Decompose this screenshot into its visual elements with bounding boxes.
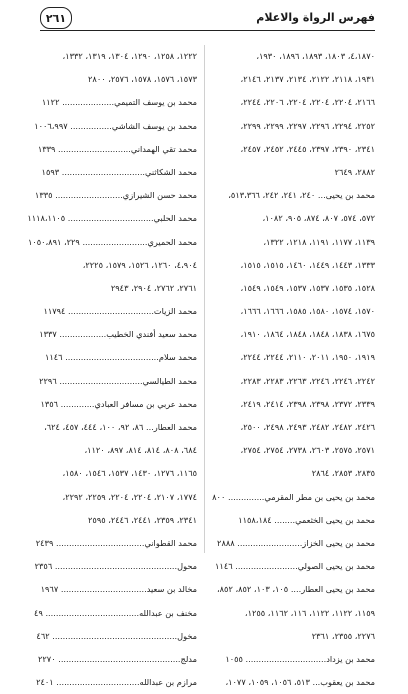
- index-line: ١٥٧٣، ١٥٧٦، ١٥٧٨، ٢٥٧٦، ٢٨٠٠: [88, 74, 197, 85]
- index-line: ١٦٧٥، ١٨٣٨، ١٨٤٨، ١٨٤٨، ١٨٦٤، ١٩١٠،: [240, 329, 375, 340]
- index-line: ٢٣٤١، ٢٣٩٠، ٢٣٩٧، ٢٤٤٥، ٢٤٥٢، ٢٤٥٧،: [240, 143, 375, 154]
- header-rule: [40, 30, 375, 31]
- index-entry: محمد بن يحيى بن مطر المقرمي.............. ٨٠٠: [212, 491, 375, 502]
- index-line: ١٩١٩، ١٩٥٠، ٢٠١١، ٢١١٠، ٢٢٤٤، ٢٢٤٤،: [240, 352, 375, 363]
- index-entry: محمد سعيد أفندي الخطيب.................. ١٣٣٧: [39, 329, 197, 340]
- index-line: ١٧٧٤، ٢١٠٧، ٢٢٠٤، ٢٢٠٤، ٢٢٥٩، ٢٢٩٢،: [62, 491, 197, 502]
- index-entry: محمد بن يحيى الصولي........................ ١١٤٦: [215, 561, 375, 572]
- index-entry: محمد العطار... ٨٦، ٩٢، ١٠٠، ٤٤٤، ٤٥٧، ٦٢٤،: [44, 422, 197, 432]
- index-entry: محمد الحلبي................................. ١١١٨،١١٠٥: [27, 213, 197, 224]
- index-line: ١٥٢٨، ١٥٣٥، ١٥٣٧، ١٥٣٧، ١٥٤٩، ١٥٤٩،: [240, 282, 375, 293]
- index-entry: محمد عربي بن مسافر العبادي............. ١٣٥٦: [40, 398, 197, 409]
- index-entry: محمد القطواني.................................. ٢٤٣٩: [35, 537, 197, 548]
- index-entry: محمد الشكاثني................................ ١٥٩٣: [41, 166, 197, 177]
- index-entry: محمد سلام.................................... ١١٤٦: [44, 352, 197, 363]
- index-line: ٤،١٨٧٠، ١٨٠٣، ١٨٩٣، ١٨٩٦، ١٩٣٠،: [256, 51, 375, 61]
- index-entry: محمد تقي الهمداني............................ ١٣٣٩: [37, 143, 197, 154]
- index-line: ٢٤٢٦، ٢٤٨٢، ٢٤٨٢، ٢٤٩٣، ٢٤٩٨، ٢٥٠٠،: [240, 422, 375, 432]
- index-line: ٢٣٣٩، ٢٣٧٢، ٢٣٩٨، ٢٣٩٨، ٢٤١٤، ٢٤١٩،: [240, 398, 375, 409]
- index-line: ٥٧٢، ٥٧٤، ٨٠٧، ٨٧٤، ٩٠٥، ١٠٨٢،: [262, 213, 375, 224]
- index-line: ٢٥٧١، ٢٥٧٥، ٢٦٠٣، ٢٧٣٨، ٢٧٥٤، ٢٧٥٤،: [240, 445, 375, 456]
- index-line: ١٢٢٢، ١٢٥٨، ١٢٩٠، ١٣٠٤، ١٣١٩، ١٣٣٢،: [62, 51, 197, 61]
- index-line: ٤،٩٠٤، ١٢٦٠، ١٥٢٦، ١٥٧٩، ٢٢٢٥،: [82, 259, 197, 270]
- index-entry: محول............................................... ٢٣٥٦: [34, 561, 197, 572]
- index-line: ١٩٣١، ٢١١٨، ٢١٢٢، ٢١٣٤، ٢١٣٧، ٢١٤٦،: [240, 74, 375, 85]
- index-line: ٢٣٤١، ٢٣٥٩، ٢٤٤١، ٢٤٤٦، ٢٥٩٥: [88, 514, 197, 525]
- page-header: [40, 8, 375, 30]
- page-number: ٢٦١: [40, 7, 72, 29]
- index-line: ٦٨٤، ٨٠٨، ٨١٤، ٨١٤، ٨٩٧، ١١٢٠،: [84, 445, 197, 456]
- index-entry: محمد الطيالسي................................ ٢٢٩٦: [39, 375, 197, 386]
- index-entry: مرازم بن عبدالله................................ ٢٤٠١: [36, 677, 197, 688]
- index-entry: محمد بن يوسف الشاشي................ ١٠٠٦،٩٩٧: [34, 120, 197, 131]
- column-divider: [204, 45, 205, 553]
- index-line: ١٣٣٣، ١٤٤٣، ١٤٤٩، ١٤٦٠، ١٥١٥، ١٥١٥،: [240, 259, 375, 270]
- index-entry: محمد بن يعقوب... ٥١٣، ١٠٥٦، ١٠٥٩، ١٠٧٧،: [225, 677, 375, 688]
- index-entry: محمد بن يحيى... ٢٤٠، ٢٤١، ٢٤٢، ٥١٣،٣٦٦،: [228, 190, 375, 201]
- left-index-column: [27, 45, 197, 694]
- index-line: ١١٣٩، ١١٧٧، ١١٩١، ١٢١٨، ١٣٢٢،: [263, 236, 375, 247]
- index-line: ٢٢٧٦، ٢٣٥٥، ٢٣٦١: [311, 630, 375, 641]
- index-entry: محمد بن يوسف التميمي.................... ١١٢٢: [41, 97, 197, 108]
- index-entry: محمد الزيات................................. ١١٧٩٤: [43, 306, 197, 317]
- index-entry: مخالد بن سعيد................................. ١٩٦٧: [40, 584, 197, 595]
- index-entry: محمد الحميري......................... ٢٢٩، ١٠٥٠،٨٩١: [27, 236, 197, 247]
- index-entry: محمد بن يحيى العطار.... ١٠٥، ١٠٣، ٨٥٢، ٨٥٢،: [217, 584, 375, 595]
- index-line: ٢٧٦١، ٢٧٦٢، ٢٩٠٤، ٢٩٤٣: [110, 282, 197, 293]
- index-entry: محمد حسن الشيرازي.......................... ١٣٣٥: [34, 190, 197, 201]
- index-line: ٢٨٨٢، ٢٦٤٩: [334, 166, 375, 177]
- index-line: ١١٦٥، ١٢٧٦، ١٤٣٠، ١٥٣٧، ١٥٤٦، ١٥٨٠،: [62, 468, 197, 479]
- index-line: ١١٥٩، ١١٢٢، ١١٢٢، ١١٦، ١١٦٢، ١٢٥٥،: [244, 607, 375, 618]
- index-line: ٢٨٣٥، ٢٨٥٣، ٢٨٦٤: [311, 468, 375, 479]
- index-entry: محمد بن يحيى الخثعمي........ ١١٥٨،١٨٤: [238, 514, 375, 525]
- right-index-column: [210, 45, 375, 694]
- index-entry: محمد بن يحيى الخزاز......................... ٢٨٨٨: [217, 537, 375, 548]
- index-line: ٢١٦٦، ٢٢٠٤، ٢٢٠٤، ٢٢٠٤، ٢٢٠٦، ٢٢٤٤،: [240, 97, 375, 108]
- page-title: فهرس الرواة والاعلام: [256, 11, 375, 24]
- index-entry: محمد بن يزداد............................... ١٠٥٥: [225, 653, 375, 664]
- index-entry: مخنف بن عبدالله.................................... ٤٩: [34, 607, 197, 618]
- index-entry: مخول................................................ ٤٦٢: [36, 630, 197, 641]
- index-line: ٢٢٥٢، ٢٢٩٤، ٢٢٩٦، ٢٢٩٧، ٢٢٩٩، ٢٢٩٩،: [240, 120, 375, 131]
- index-line: ٢٢٤٢، ٢٢٤٦، ٢٢٤٦، ٢٢٦٣، ٢٢٨٣، ٢٢٨٣،: [240, 375, 375, 386]
- index-entry: مدلج............................................... ٢٢٧٠: [38, 653, 197, 664]
- index-line: ١٥٧٠، ١٥٧٤، ١٥٨٠، ١٥٨٥، ١٦٦٦، ١٦٦٦،: [240, 306, 375, 317]
